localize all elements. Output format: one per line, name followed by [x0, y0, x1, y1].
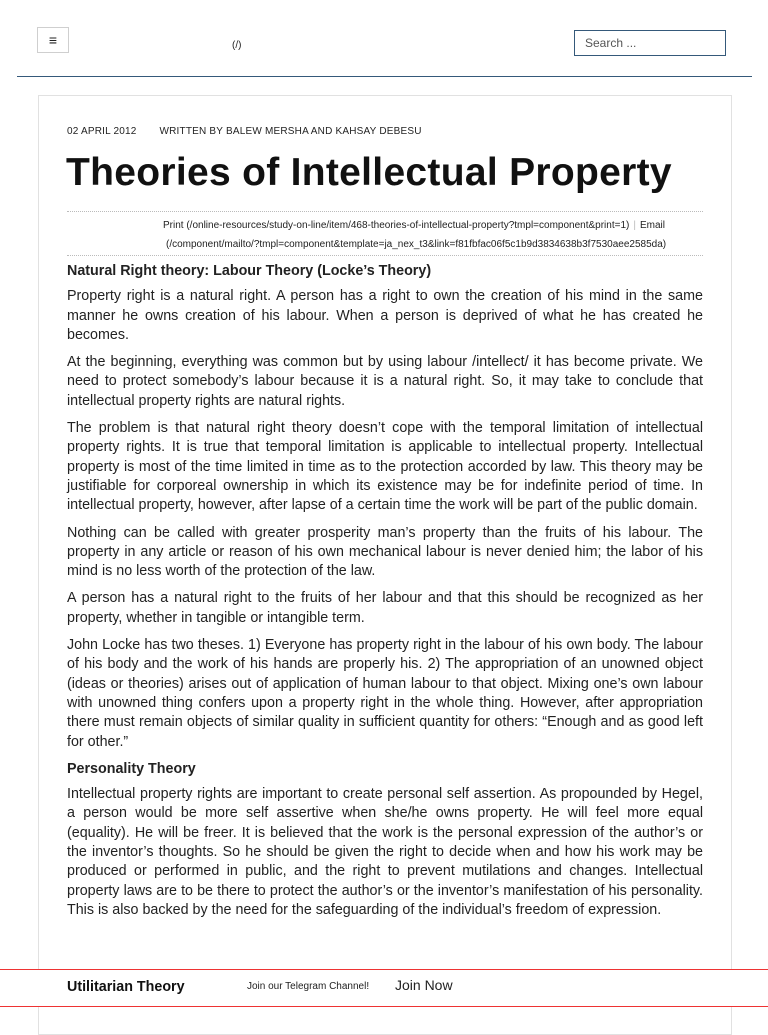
paragraph: Intellectual property rights are important to create personal self assertion. As propounded by Hegel, a person would be more self assertive when she/he owns property. He will feel more equal (equality). He will be freer. It is believed that the work is the personal expression of the author’s or the inventor’s thoughts. So he should be given the right to decide when and how his work may be produced or performed in public, and the right to prevent mutilations and changes. Intellectual property laws are to be there to protect the author’s or the inventor’s manifestation of his personality. This is also backed by the need for the safeguarding of the individual’s freedom of expression. — [67, 786, 703, 918]
article-title: Theories of Intellectual Property — [66, 151, 672, 194]
paragraph: The problem is that natural right theory doesn’t cope with the temporal limitation of intellectual property rights. It is true that temporal limitation is applicable to intellectual property. Intellectual property is most of the time limited in time as to the protection accorded by law. This theory may be justifiable for corporeal ownership in which its existence may be for indefinite period of time. In intellectual property, however, after lapse of a certain time the work will be part of the public domain. — [67, 420, 703, 514]
email-url-link[interactable]: (/component/mailto/?tmpl=component&template=ja_nex_t3&link=f81fbfac06f5c1b9d3834638b3f7530aee2585da) — [166, 239, 667, 250]
search-input[interactable] — [574, 30, 726, 56]
home-link[interactable]: (/) — [232, 40, 242, 51]
section-heading-personality: Personality Theory — [67, 760, 196, 777]
paragraph: At the beginning, everything was common but by using labour /intellect/ it has become private. We need to protect somebody’s labour because it is a natural right. So, it may take to conclude that intellectual property rights are natural rights. — [67, 354, 703, 409]
hamburger-icon: ≡ — [48, 32, 58, 48]
article-actions — [163, 216, 666, 254]
article-author: WRITTEN BY BALEW MERSHA AND KAHSAY DEBESU — [159, 126, 422, 137]
article-date: 02 APRIL 2012 — [67, 126, 137, 137]
article-body — [67, 262, 703, 928]
dotted-divider-top — [67, 211, 703, 212]
paragraph: Nothing can be called with greater prosperity man’s property than the fruits of his labour. The property in any article or reason of his own mechanical labour is never denied him; the labor of his mind is no less worth of the protection of the law. — [67, 524, 703, 580]
print-link[interactable]: Print (/online-resources/study-on-line/item/468-theories-of-intellectual-property?tmpl=component&print=1) — [163, 220, 630, 231]
join-now-button[interactable]: Join Now — [395, 977, 453, 993]
section-heading-natural-right: Natural Right theory: Labour Theory (Locke’s Theory) — [67, 263, 432, 279]
action-separator: | — [633, 220, 636, 231]
paragraph: Property right is a natural right. A person has a right to own the creation of his mind in the same manner he owns creation of his labour. When a person is deprived of what he has created he becomes. — [67, 288, 703, 343]
menu-button[interactable] — [37, 27, 69, 53]
paragraph: John Locke has two theses. 1) Everyone has property right in the labour of his own body. The labour of his body and the work of his hands are properly his. 2) The appropriation of an unowned object (ideas or theories) arises out of application of human labour to that object. Mixing one’s own labour with unowned thing confers upon a property right in the whole thing. However, after appropriation there must remain objects of similar quality in sufficient quantity for others: “Enough and as good left for other.” — [67, 637, 703, 750]
article-meta — [67, 126, 422, 137]
telegram-text: Join our Telegram Channel! — [247, 981, 370, 992]
dotted-divider-bottom — [67, 255, 703, 256]
header-divider — [17, 76, 752, 77]
top-bar — [0, 0, 768, 77]
email-link[interactable]: Email — [639, 220, 665, 231]
paragraph: A person has a natural right to the fruits of her labour and that this should be recognized as her property, whether in tangible or intangible term. — [67, 590, 703, 626]
telegram-banner — [0, 969, 768, 1007]
section-heading-utilitarian: Utilitarian Theory — [67, 979, 185, 995]
